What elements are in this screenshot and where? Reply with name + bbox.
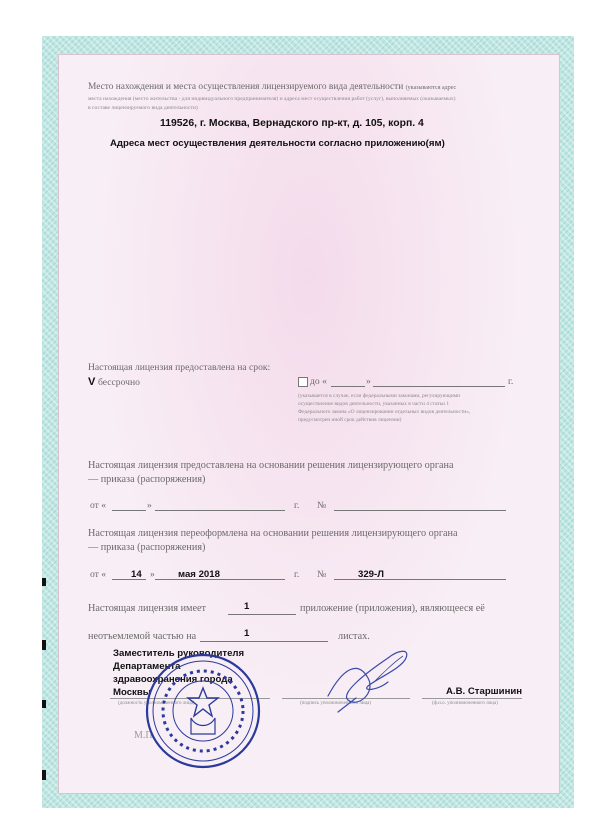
check-mark-icon: V xyxy=(88,376,96,388)
reissue-line1: Настоящая лицензия переоформлена на основании решения лицензирующего органа xyxy=(88,528,458,539)
basis-quote-close: » xyxy=(147,500,152,511)
reissue-number-label: № xyxy=(317,569,327,580)
redaction-mark xyxy=(42,640,46,650)
redaction-mark xyxy=(42,770,46,780)
appendix-count-line xyxy=(228,614,296,615)
caption-name: (ф.и.о. уполномоченного лица) xyxy=(432,701,498,706)
reissue-year: г. xyxy=(294,569,300,580)
term-until-mid: » xyxy=(366,376,371,387)
reissue-day: 14 xyxy=(131,569,142,580)
signatory-position-1: Заместитель руководителя xyxy=(113,648,245,659)
signatory-name: А.В. Старшинин xyxy=(446,686,523,697)
basis-day-line xyxy=(112,510,146,511)
term-day-line xyxy=(331,386,365,387)
term-note: (указывается в случае, если федеральными законами, регулирующими осуществление видов деятельности, указанных в части 4 статьи 1 Федерального закона «О лицензировании отдельных видов деятельности», предусмотрен иной срок действия лицензии) xyxy=(298,393,471,423)
reissue-number-line xyxy=(334,579,506,580)
header-line2: места нахождения (место жительства - для индивидуального предпринимателя) и адреса мест осуществления работ (услуг), выполняемых (оказываемых) xyxy=(88,96,456,102)
basis-from: от « xyxy=(90,500,107,511)
term-until-suffix: г. xyxy=(508,376,514,387)
address: 119526, г. Москва, Вернадского пр-кт, д. 105, корп. 4 xyxy=(160,118,424,129)
appendix-sheets: 1 xyxy=(244,628,250,639)
appendix-sheets-line xyxy=(200,641,328,642)
header-line1-main: Место нахождения и места осуществления лицензируемого вида деятельности xyxy=(88,82,404,92)
term-until-prefix: до « xyxy=(310,376,327,387)
official-seal-icon xyxy=(144,652,262,770)
basis-number-line xyxy=(334,510,506,511)
signatory-position-4: Москвы xyxy=(113,687,151,698)
header-line1-note: (указываются адрес xyxy=(405,85,457,91)
basis-month-line xyxy=(155,510,285,511)
reissue-line2: — приказа (распоряжения) xyxy=(88,542,206,553)
basis-year: г. xyxy=(294,500,300,511)
caption-signature: (подпись уполномоченного лица) xyxy=(300,701,372,706)
redaction-mark xyxy=(42,700,46,708)
caption-position: (должность уполномоченного лица) xyxy=(118,701,195,706)
signatory-position-3: здравоохранения города xyxy=(113,674,233,685)
redaction-mark xyxy=(42,578,46,586)
reissue-month-year: мая 2018 xyxy=(178,569,220,580)
reissue-day-line xyxy=(112,579,146,580)
term-until-checkbox[interactable] xyxy=(298,377,308,387)
addresses-note: Адреса мест осуществления деятельности согласно приложению(ям) xyxy=(110,138,445,149)
appendix-count: 1 xyxy=(244,601,250,612)
mp-label: М.П. xyxy=(134,730,156,741)
header-line3: в составе лицензируемого вида деятельности) xyxy=(88,105,198,111)
appendix-line2-end: листах. xyxy=(338,631,370,642)
reissue-month-line xyxy=(155,579,285,580)
appendix-line1-start: Настоящая лицензия имеет xyxy=(88,603,206,614)
appendix-line1-end: приложение (приложения), являющееся её xyxy=(300,603,485,614)
term-label: Настоящая лицензия предоставлена на срок: xyxy=(88,362,271,373)
appendix-line2-start: неотъемлемой частью на xyxy=(88,631,197,642)
term-month-line xyxy=(373,386,505,387)
reissue-from: от « xyxy=(90,569,107,580)
signatory-position-2: Департамента xyxy=(113,661,181,672)
basis-number-label: № xyxy=(317,500,327,511)
header-line1 xyxy=(88,82,456,92)
reissue-quote-close: » xyxy=(150,569,155,580)
signature-icon xyxy=(318,638,418,718)
basis-line2: — приказа (распоряжения) xyxy=(88,474,206,485)
reissue-number-value: 329-Л xyxy=(358,569,384,580)
term-unlimited: бессрочно xyxy=(98,377,140,388)
basis-line1: Настоящая лицензия предоставлена на основании решения лицензирующего органа xyxy=(88,460,454,471)
